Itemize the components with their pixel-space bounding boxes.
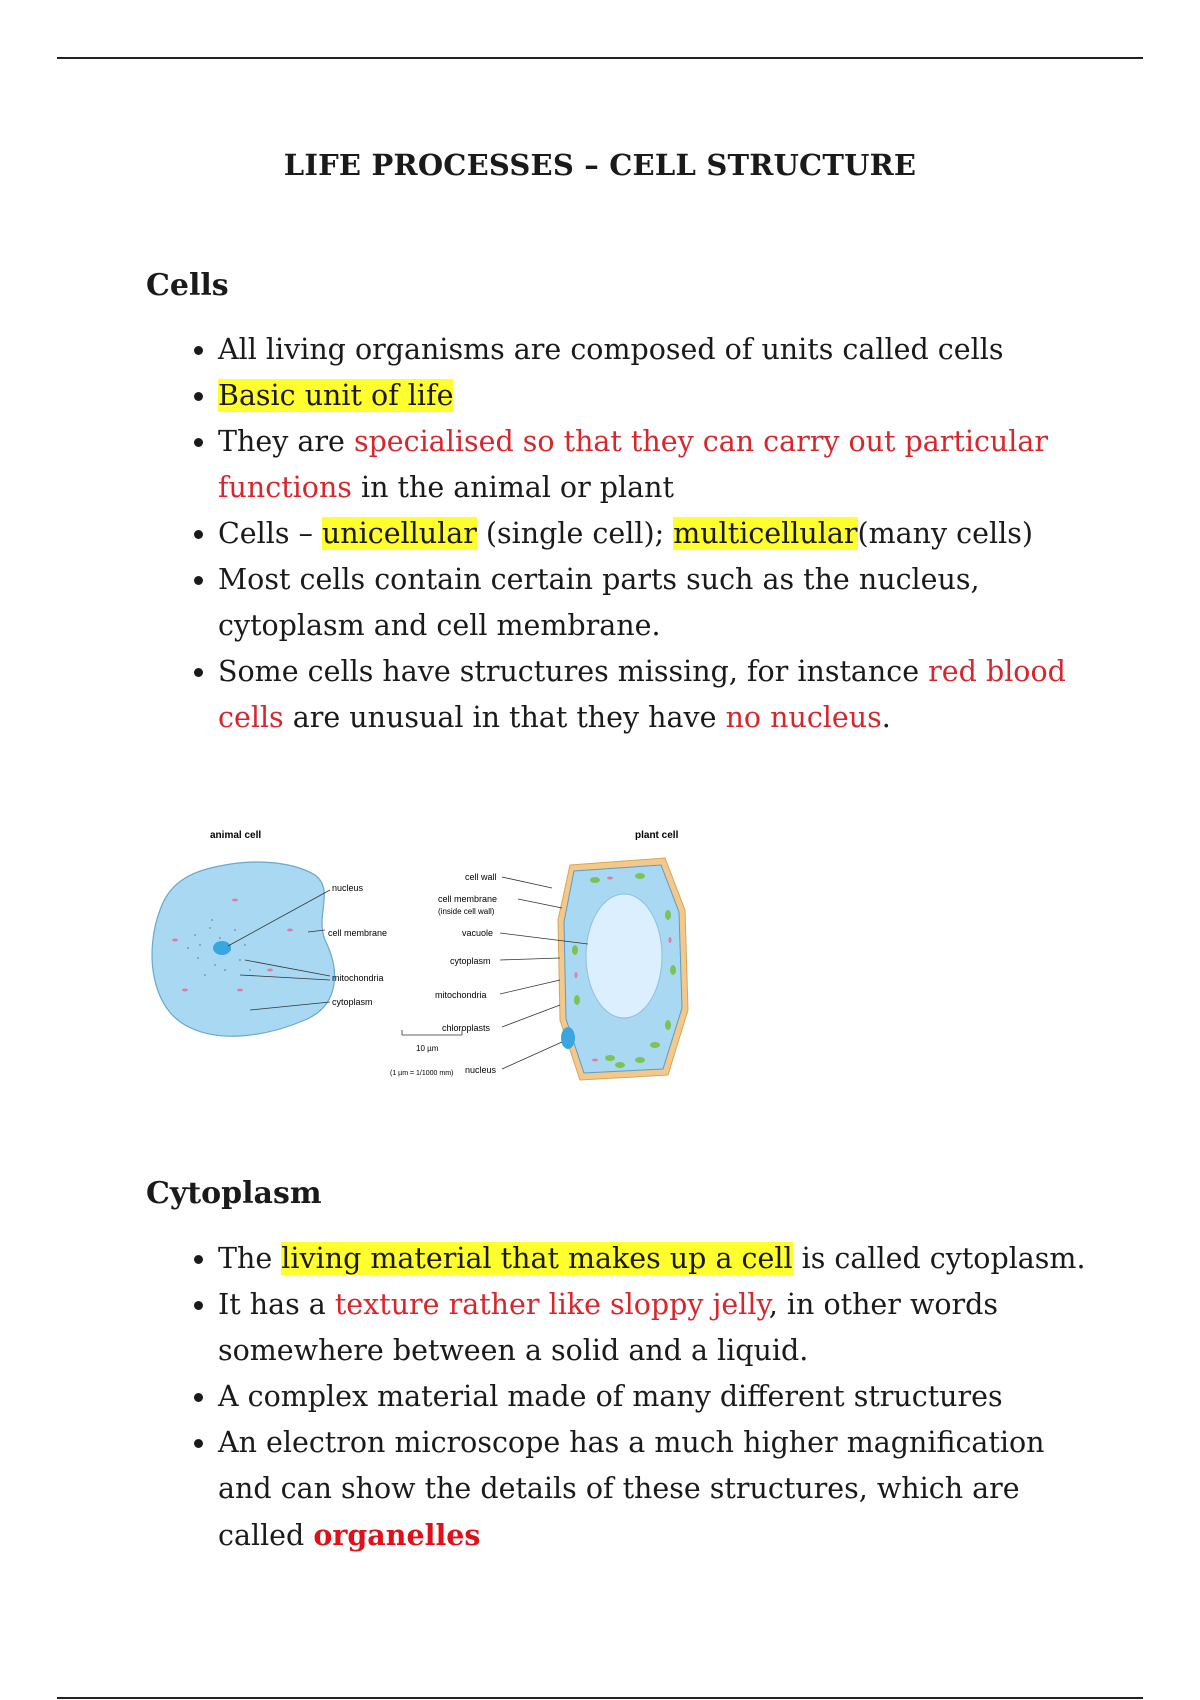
bullet-text: Some cells have structures missing, for instance xyxy=(218,655,929,688)
bullet-text: in the animal or plant xyxy=(351,471,674,504)
plant-label-cell-membrane: cell membrane xyxy=(438,894,498,904)
animal-label-mitochondria: mitochondria xyxy=(332,973,384,983)
plant-label-mitochondria: mitochondria xyxy=(435,990,487,1000)
red-text: no nucleus xyxy=(725,701,882,734)
plant-label-nucleus: nucleus xyxy=(465,1065,497,1075)
bullet-text: A complex material made of many different structures xyxy=(218,1380,1003,1413)
list-item xyxy=(218,1236,1098,1282)
bullet-text: are unusual in that they have xyxy=(283,701,726,734)
list-item xyxy=(218,557,1098,649)
bullet-text: Most cells contain certain parts such as the nucleus, cytoplasm and cell membrane. xyxy=(218,563,980,642)
animal-label-cytoplasm: cytoplasm xyxy=(332,997,373,1007)
plant-label-cell-wall: cell wall xyxy=(465,872,497,882)
top-rule xyxy=(57,57,1143,59)
section-heading-cells: Cells xyxy=(146,268,229,303)
bullet-text: The xyxy=(218,1242,282,1275)
list-item xyxy=(218,373,1098,419)
list-item xyxy=(218,1282,1098,1374)
keyword-organelles: organelles xyxy=(313,1518,481,1552)
bullet-text: (many cells) xyxy=(857,517,1033,550)
animal-nucleus xyxy=(213,941,231,955)
highlighted-text: multicellular xyxy=(673,517,858,550)
plant-vacuole xyxy=(586,894,662,1018)
list-item xyxy=(218,649,1098,741)
bullet-text: Cells – xyxy=(218,517,322,550)
bullet-text: It has a xyxy=(218,1288,335,1321)
list-item xyxy=(218,511,1098,557)
bullet-text: They are xyxy=(218,425,354,458)
plant-label-chloroplasts: chloroplasts xyxy=(442,1023,491,1033)
plant-label-cell-membrane-note: (inside cell wall) xyxy=(438,907,495,916)
section-heading-cytoplasm: Cytoplasm xyxy=(146,1176,322,1211)
animal-label-nucleus: nucleus xyxy=(332,883,364,893)
bullet-text: (single cell); xyxy=(476,517,674,550)
bullet-text: is called cytoplasm. xyxy=(792,1242,1086,1275)
red-text: red blood cells xyxy=(218,655,1066,734)
bullet-text: An electron microscope has a much higher magnification and can show the details of these structures, which are called xyxy=(218,1426,1045,1552)
list-item xyxy=(218,1420,1098,1559)
plant-cell-title: plant cell xyxy=(635,830,679,841)
list-item xyxy=(218,327,1098,373)
bullet-text: All living organisms are composed of units called cells xyxy=(218,333,1004,366)
plant-label-vacuole: vacuole xyxy=(462,928,494,938)
cell-diagram xyxy=(140,820,740,1100)
animal-cell-cytoplasm xyxy=(152,862,334,1036)
highlighted-text: Basic unit of life xyxy=(218,379,454,412)
cytoplasm-bullet-list xyxy=(184,1236,1098,1559)
scale-note: (1 µm = 1/1000 mm) xyxy=(390,1070,454,1077)
plant-nucleus xyxy=(561,1027,575,1049)
bullet-text: , in other words somewhere between a solid and a liquid. xyxy=(218,1288,999,1367)
cells-bullet-list xyxy=(184,327,1098,741)
red-text: texture rather like sloppy jelly xyxy=(334,1288,769,1321)
list-item xyxy=(218,1374,1098,1420)
bullet-text: . xyxy=(881,701,891,734)
red-text: specialised so that they can carry out particular functions xyxy=(218,425,1048,504)
animal-label-cell-membrane: cell membrane xyxy=(328,928,388,938)
highlighted-text: unicellular xyxy=(321,517,477,550)
page-title: LIFE PROCESSES – CELL STRUCTURE xyxy=(283,148,917,182)
bottom-rule xyxy=(57,1697,1143,1699)
highlighted-text: living material that makes up a cell xyxy=(281,1242,793,1275)
scale-label: 10 µm xyxy=(416,1044,439,1053)
plant-label-cytoplasm: cytoplasm xyxy=(450,956,491,966)
list-item xyxy=(218,419,1098,511)
animal-cell-title: animal cell xyxy=(210,830,262,841)
